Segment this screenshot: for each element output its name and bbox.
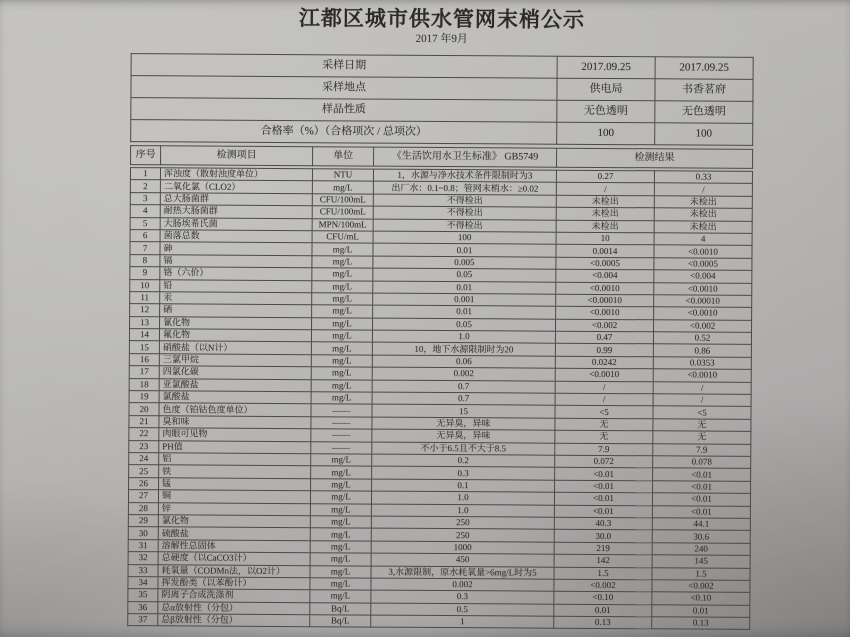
- unit-cell: mg/L: [312, 305, 373, 318]
- column-header-row: [131, 146, 753, 169]
- unit-cell: mg/L: [311, 355, 372, 368]
- result1-cell: <0.01: [555, 468, 653, 481]
- result2-cell: 0.01: [652, 604, 750, 617]
- result1-cell: <0.10: [554, 591, 652, 604]
- standard-cell: 不得检出: [373, 219, 556, 233]
- result1-cell: 7.9: [555, 443, 653, 456]
- result1-cell: 0.01: [554, 604, 652, 617]
- item-cell: 氯酸盐: [159, 391, 311, 404]
- result1-cell: 0.99: [555, 344, 653, 357]
- item-cell: 铁: [159, 465, 311, 478]
- result1-cell: 0.13: [554, 616, 652, 629]
- unit-cell: mg/L: [311, 478, 372, 491]
- standard-cell: 0.05: [373, 268, 556, 282]
- result2-cell: 未检出: [654, 196, 752, 209]
- result2-cell: 0.33: [654, 171, 752, 184]
- row-number-cell: 6: [130, 230, 160, 243]
- standard-cell: 0.5: [371, 603, 554, 617]
- row-number-cell: 5: [130, 217, 160, 230]
- item-cell: 耐热大肠菌群: [160, 205, 312, 218]
- result1-cell: <0.0010: [556, 282, 654, 295]
- standard-cell: 15: [372, 405, 555, 419]
- result2-cell: 44.1: [652, 518, 750, 531]
- summary-label: 采样日期: [131, 54, 557, 79]
- header-item: 检测项目: [161, 146, 313, 166]
- row-number-cell: 10: [130, 279, 160, 292]
- result2-cell: 7.9: [653, 443, 751, 456]
- item-cell: 挥发酚类（以苯酚计）: [158, 577, 310, 590]
- result2-cell: 240: [652, 543, 750, 556]
- row-number-cell: 36: [128, 601, 158, 614]
- unit-cell: mg/L: [311, 367, 372, 380]
- item-cell: 臭和味: [159, 416, 311, 429]
- result1-cell: <0.01: [554, 492, 652, 505]
- row-number-cell: 2: [130, 180, 160, 193]
- unit-cell: mg/L: [310, 565, 371, 578]
- item-cell: 铬（六价）: [160, 267, 312, 280]
- result2-cell: 未检出: [654, 208, 752, 221]
- result1-cell: 无: [555, 418, 653, 431]
- result2-cell: <0.004: [654, 270, 752, 283]
- item-cell: 二氧化氯（CLO2）: [160, 180, 312, 193]
- result1-cell: 40.3: [554, 517, 652, 530]
- item-cell: 硫酸盐: [158, 527, 310, 540]
- standard-cell: 0.3: [371, 590, 554, 604]
- standard-cell: 不小于6.5且不大于8.5: [372, 442, 555, 456]
- summary-label: 合格率（%）（合格项次 / 总项次）: [131, 120, 557, 145]
- unit-cell: mg/L: [310, 491, 371, 504]
- unit-cell: ——: [311, 441, 372, 454]
- unit-cell: mg/L: [312, 243, 373, 256]
- result2-cell: 0.078: [653, 456, 751, 469]
- item-cell: 四氯化碳: [159, 366, 311, 379]
- standard-cell: 无异臭，异味: [372, 429, 555, 443]
- standard-cell: 0.001: [373, 293, 556, 307]
- summary-value-2: 书香茗府: [655, 79, 753, 102]
- result2-cell: <5: [653, 406, 751, 419]
- result2-cell: 4: [654, 233, 752, 246]
- item-cell: 溶解性总固体: [158, 539, 310, 552]
- unit-cell: mg/L: [312, 293, 373, 306]
- result1-cell: <0.0010: [556, 306, 654, 319]
- standard-cell: 100: [373, 231, 556, 245]
- summary-table: [130, 53, 754, 146]
- summary-value-1: 供电局: [557, 78, 655, 101]
- row-number-cell: 18: [129, 378, 159, 391]
- result1-cell: <0.0005: [556, 257, 654, 270]
- standard-cell: 0.05: [373, 318, 556, 332]
- item-cell: 浑浊度（散射浊度单位）: [160, 168, 312, 181]
- row-number-cell: 33: [128, 564, 158, 577]
- result1-cell: 30.0: [554, 530, 652, 543]
- standard-cell: 无异臭，异味: [372, 417, 555, 431]
- result1-cell: 0.27: [556, 170, 654, 183]
- row-number-cell: 1: [130, 168, 160, 181]
- result1-cell: <0.004: [556, 269, 654, 282]
- row-number-cell: 37: [128, 614, 158, 627]
- document-paper: [127, 4, 753, 630]
- item-cell: 阴离子合成洗涤剂: [158, 589, 310, 602]
- standard-cell: 0.1: [372, 479, 555, 493]
- header-no: 序号: [131, 146, 161, 165]
- row-number-cell: 8: [130, 254, 160, 267]
- header-standard: 《生活饮用水卫生标准》 GB5749: [374, 147, 557, 167]
- result2-cell: 0.86: [653, 344, 751, 357]
- unit-cell: mg/L: [311, 330, 372, 343]
- result1-cell: 10: [556, 232, 654, 245]
- unit-cell: mg/L: [311, 466, 372, 479]
- result2-cell: /: [654, 183, 752, 196]
- row-number-cell: 9: [130, 267, 160, 280]
- unit-cell: mg/L: [312, 317, 373, 330]
- standard-cell: 250: [371, 528, 554, 542]
- row-number-cell: 22: [129, 428, 159, 441]
- result2-cell: 1.5: [652, 567, 750, 580]
- result1-cell: 1.5: [554, 567, 652, 580]
- unit-cell: ——: [311, 404, 372, 417]
- result1-cell: /: [555, 393, 653, 406]
- summary-label: 采样地点: [131, 76, 557, 101]
- result2-cell: <0.01: [652, 505, 750, 518]
- standard-cell: 1.0: [372, 330, 555, 344]
- result2-cell: <0.0010: [654, 282, 752, 295]
- result1-cell: <0.01: [554, 505, 652, 518]
- item-cell: 砷: [160, 242, 312, 255]
- row-number-cell: 29: [128, 515, 158, 528]
- result1-cell: 未检出: [556, 207, 654, 220]
- item-cell: 总大肠菌群: [160, 193, 312, 206]
- row-number-cell: 27: [128, 490, 158, 503]
- item-cell: 总α放射性（分包）: [158, 601, 310, 614]
- unit-cell: CFU/mL: [312, 231, 373, 244]
- result2-cell: 0.52: [653, 332, 751, 345]
- standard-cell: 0.005: [373, 256, 556, 270]
- result1-cell: 142: [554, 554, 652, 567]
- standard-cell: 0.2: [372, 454, 555, 468]
- page-subtitle: 2017 年9月: [415, 32, 468, 46]
- result2-cell: <0.0010: [653, 369, 751, 382]
- unit-cell: mg/L: [312, 181, 373, 194]
- result1-cell: 219: [554, 542, 652, 555]
- unit-cell: mg/L: [311, 379, 372, 392]
- result2-cell: 无: [653, 431, 751, 444]
- result1-cell: 0.0242: [555, 356, 653, 369]
- unit-cell: mg/L: [310, 590, 371, 603]
- unit-cell: mg/L: [310, 503, 371, 516]
- unit-cell: Bq/L: [310, 615, 371, 628]
- result2-cell: <0.01: [652, 493, 750, 506]
- page-title: 江都区城市供水管网末梢公示: [298, 6, 585, 32]
- standard-cell: 1.0: [371, 491, 554, 505]
- unit-cell: mg/L: [312, 280, 373, 293]
- item-cell: 锰: [159, 478, 311, 491]
- row-number-cell: 25: [129, 465, 159, 478]
- standard-cell: 0.01: [373, 281, 556, 295]
- result1-cell: <0.01: [555, 480, 653, 493]
- unit-cell: mg/L: [311, 342, 372, 355]
- row-number-cell: 35: [128, 589, 158, 602]
- unit-cell: mg/L: [310, 516, 371, 529]
- standard-cell: 1，水源与净水技术条件限制时为3: [373, 169, 556, 183]
- unit-cell: ——: [311, 429, 372, 442]
- summary-value-2: 100: [655, 123, 753, 146]
- results-table: [127, 167, 753, 630]
- result2-cell: 无: [653, 419, 751, 432]
- row-number-cell: 7: [130, 242, 160, 255]
- standard-cell: 0.002: [372, 367, 555, 381]
- item-cell: 菌落总数: [160, 230, 312, 243]
- row-number-cell: 20: [129, 403, 159, 416]
- result2-cell: <0.0005: [654, 258, 752, 271]
- result1-cell: <0.002: [556, 319, 654, 332]
- unit-cell: mg/L: [310, 528, 371, 541]
- item-cell: 汞: [160, 292, 312, 305]
- result2-cell: <0.002: [654, 319, 752, 332]
- unit-cell: mg/L: [311, 392, 372, 405]
- unit-cell: mg/L: [311, 454, 372, 467]
- standard-cell: 0.06: [372, 355, 555, 369]
- unit-cell: NTU: [312, 169, 373, 182]
- standard-cell: 10，地下水源限制时为20: [372, 343, 555, 357]
- item-cell: 硒: [160, 304, 312, 317]
- item-cell: 镉: [160, 255, 312, 268]
- row-number-cell: 21: [129, 415, 159, 428]
- item-cell: 氰化物: [160, 316, 312, 329]
- standard-cell: 250: [371, 516, 554, 530]
- row-number-cell: 23: [129, 440, 159, 453]
- result1-cell: <0.002: [554, 579, 652, 592]
- result1-cell: <5: [555, 406, 653, 419]
- item-cell: 色度（铂钴色度单位）: [159, 403, 311, 416]
- item-cell: 肉眼可见物: [159, 428, 311, 441]
- standard-cell: 不得检出: [373, 206, 556, 220]
- row-number-cell: 4: [130, 205, 160, 218]
- table-row: [128, 614, 750, 630]
- standard-cell: 0.7: [372, 392, 555, 406]
- standard-cell: 0.01: [373, 243, 556, 257]
- unit-cell: CFU/100mL: [312, 193, 373, 206]
- unit-cell: mg/L: [312, 255, 373, 268]
- standard-cell: 1: [371, 615, 554, 629]
- row-number-cell: 28: [128, 502, 158, 515]
- summary-value-1: 无色透明: [557, 100, 655, 123]
- row-number-cell: 13: [130, 316, 160, 329]
- result1-cell: <0.0010: [555, 368, 653, 381]
- result1-cell: <0.00010: [556, 294, 654, 307]
- item-cell: 氟化物: [159, 329, 311, 342]
- item-cell: 硝酸盐（以N计）: [159, 341, 311, 354]
- summary-value-1: 2017.09.25: [557, 56, 655, 79]
- item-cell: 氯化物: [158, 515, 310, 528]
- item-cell: PH值: [159, 440, 311, 453]
- item-cell: 大肠埃希氏菌: [160, 217, 312, 230]
- standard-cell: 0.7: [372, 380, 555, 394]
- row-number-cell: 3: [130, 192, 160, 205]
- standard-cell: 0.3: [372, 466, 555, 480]
- header-result: 检测结果: [557, 148, 753, 168]
- result2-cell: /: [653, 381, 751, 394]
- item-cell: 亚氯酸盐: [159, 378, 311, 391]
- unit-cell: Bq/L: [310, 602, 371, 615]
- result1-cell: 0.072: [555, 455, 653, 468]
- result1-cell: 未检出: [556, 195, 654, 208]
- item-cell: 锌: [158, 502, 310, 515]
- row-number-cell: 16: [129, 353, 159, 366]
- item-cell: 铝: [159, 453, 311, 466]
- standard-cell: 不得检出: [373, 194, 556, 208]
- item-cell: 总β放射性（分包）: [158, 614, 310, 627]
- item-cell: 铜: [158, 490, 310, 503]
- unit-cell: MPN/100mL: [312, 218, 373, 231]
- standard-cell: 3,水源限制，原水耗氧量>6mg/L时为5: [371, 566, 554, 580]
- row-number-cell: 32: [128, 552, 158, 565]
- result1-cell: 0.47: [555, 331, 653, 344]
- item-cell: 总硬度（以CaCO3计）: [158, 552, 310, 565]
- result1-cell: 无: [555, 430, 653, 443]
- result1-cell: /: [555, 381, 653, 394]
- summary-label: 样品性质: [131, 98, 557, 123]
- standard-cell: 1.0: [371, 504, 554, 518]
- unit-cell: CFU/100mL: [312, 206, 373, 219]
- header-unit: 单位: [313, 147, 374, 166]
- result1-cell: 0.0014: [556, 245, 654, 258]
- row-number-cell: 15: [129, 341, 159, 354]
- item-cell: 铅: [160, 279, 312, 292]
- result2-cell: <0.0010: [654, 245, 752, 258]
- summary-value-2: 2017.09.25: [655, 57, 753, 80]
- result2-cell: <0.01: [653, 468, 751, 481]
- standard-cell: 0.01: [373, 305, 556, 319]
- row-number-cell: 26: [129, 477, 159, 490]
- summary-value-1: 100: [557, 122, 655, 145]
- row-number-cell: 14: [129, 329, 159, 342]
- row-number-cell: 12: [130, 304, 160, 317]
- result1-cell: 未检出: [556, 220, 654, 233]
- unit-cell: mg/L: [310, 553, 371, 566]
- standard-cell: 出厂水：0.1~0.8；管网末梢水：≥0.02: [373, 181, 556, 195]
- unit-cell: mg/L: [310, 540, 371, 553]
- standard-cell: 450: [371, 553, 554, 567]
- row-number-cell: 11: [130, 292, 160, 305]
- result2-cell: 0.0353: [653, 357, 751, 370]
- row-number-cell: 24: [129, 453, 159, 466]
- result1-cell: /: [556, 183, 654, 196]
- result2-cell: <0.00010: [654, 295, 752, 308]
- row-number-cell: 17: [129, 366, 159, 379]
- result2-cell: <0.0010: [654, 307, 752, 320]
- column-header-table: [130, 145, 753, 169]
- row-number-cell: 34: [128, 576, 158, 589]
- summary-row: [131, 120, 753, 146]
- row-number-cell: 30: [128, 527, 158, 540]
- standard-cell: 0.002: [371, 578, 554, 592]
- result2-cell: <0.10: [652, 592, 750, 605]
- unit-cell: mg/L: [310, 578, 371, 591]
- result2-cell: 0.13: [652, 617, 750, 630]
- row-number-cell: 31: [128, 539, 158, 552]
- result2-cell: <0.002: [652, 580, 750, 593]
- unit-cell: ——: [311, 417, 372, 430]
- item-cell: 耗氧量（CODMn法，以O2计）: [158, 564, 310, 577]
- row-number-cell: 19: [129, 391, 159, 404]
- result2-cell: /: [653, 394, 751, 407]
- result2-cell: 未检出: [654, 220, 752, 233]
- result2-cell: 30.6: [652, 530, 750, 543]
- standard-cell: 1000: [371, 541, 554, 555]
- result2-cell: <0.01: [653, 481, 751, 494]
- unit-cell: mg/L: [312, 268, 373, 281]
- result2-cell: 145: [652, 555, 750, 568]
- summary-value-2: 无色透明: [655, 101, 753, 124]
- item-cell: 三氯甲烷: [159, 354, 311, 367]
